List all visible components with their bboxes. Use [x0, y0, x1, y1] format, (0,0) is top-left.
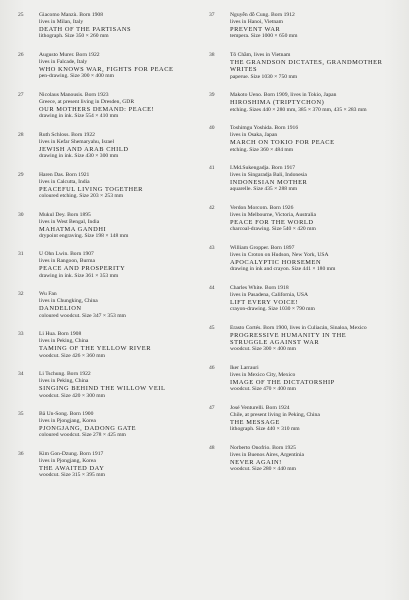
entry-number: 43	[209, 244, 215, 251]
artist-line: I.Md.Sukengadja. Born 1917	[230, 165, 296, 172]
work-title: INDONESIAN MOTHER	[230, 179, 308, 187]
catalogue-entry	[18, 92, 194, 120]
entry-number: 38	[209, 51, 215, 58]
entry-number: 45	[209, 324, 215, 331]
entry-number: 44	[209, 284, 215, 291]
catalogue-entry	[18, 132, 194, 160]
work-title: PEACE AND PROSPERITY	[39, 265, 126, 273]
artist-line: Charles White. Born 1918	[230, 284, 289, 291]
work-details: drawing in ink. Size 361 × 353 mm	[39, 272, 119, 279]
work-details: woodcut. Size 420 × 300 mm	[39, 392, 105, 399]
catalogue-entry	[209, 405, 385, 433]
catalogue-entry	[209, 125, 385, 153]
artist-line: Haren Das. Born 1921	[39, 171, 90, 178]
artist-line: Li Tschung. Born 1922	[39, 371, 91, 378]
work-title: MAHATMA GANDHI	[39, 225, 107, 233]
work-title: SINGING BEHIND THE WILLOW VEIL	[39, 385, 166, 393]
artist-line: Giacomo Manzù. Born 1908	[39, 12, 104, 18]
work-title: DANDELION	[39, 305, 82, 313]
artist-line: Ruth Schloss. Born 1922	[39, 131, 95, 138]
artist-line: Iker Larrauri	[230, 364, 259, 371]
work-details: lithograph. Size 440 × 310 mm	[230, 426, 300, 433]
catalogue-entry	[209, 92, 385, 113]
catalogue-entry	[18, 172, 194, 200]
work-details: woodcut. Size 426 × 360 mm	[39, 352, 105, 359]
residence-line: lives in Pjongjang, Korea	[39, 418, 96, 425]
residence-line: lives in Peking, China	[39, 338, 89, 345]
residence-line: lives in Hanoi, Vietnam	[230, 19, 284, 25]
work-details: woodcut. Size 470 × 400 mm	[230, 386, 296, 393]
entry-number: 28	[18, 131, 24, 138]
work-title: PJONGJANG, DADONG GATE	[39, 425, 137, 433]
work-details: aquarelle. Size 435 × 288 mm	[230, 186, 298, 193]
entry-number: 26	[18, 51, 24, 58]
entry-number: 46	[209, 364, 215, 371]
work-details: woodcut. Size 315 × 395 mm	[39, 472, 105, 479]
residence-line: lives in Croton on Hudson, New York, USA	[230, 251, 329, 258]
entry-number: 47	[209, 404, 215, 411]
work-title: PREVENT WAR	[230, 26, 281, 33]
work-title: WHO KNOWS WAR, FIGHTS FOR PEACE	[39, 65, 174, 73]
entry-number: 48	[209, 444, 215, 451]
left-column	[18, 12, 194, 491]
work-details: charcoal-drawing. Size 540 × 420 mm	[230, 226, 316, 233]
entry-number: 25	[18, 12, 24, 18]
catalogue-entry	[18, 451, 194, 479]
catalogue-entry	[209, 365, 385, 393]
residence-line: lives in Peking, China	[39, 378, 89, 385]
residence-line: lives in West Bengal, India	[39, 218, 100, 225]
entry-number: 42	[209, 204, 215, 211]
work-title: LIFT EVERY VOICE!	[230, 298, 299, 306]
work-title: HIROSHIMA (TRIPTYCHON)	[230, 99, 325, 107]
residence-line: lives in Mexico City, Mexico	[230, 371, 296, 378]
work-details: coloured etching. Size 203 × 253 mm	[39, 193, 124, 200]
artist-line: Bä Un-Song. Born 1900	[39, 411, 94, 418]
catalogue-entry	[209, 325, 385, 354]
residence-line: lives in Singaradja Bali, Indonesia	[230, 172, 307, 179]
work-details: woodcut. Size 280 × 440 mm	[230, 466, 296, 473]
entry-number: 33	[18, 331, 24, 338]
work-details: pen-drawing. Size 300 × 400 mm	[39, 73, 114, 80]
work-details: drawing in ink. Size 430 × 300 mm	[39, 153, 119, 160]
catalogue-entry	[209, 165, 385, 193]
catalogue-entry	[209, 285, 385, 313]
entry-number: 37	[209, 12, 215, 18]
catalogue-entry	[209, 245, 385, 273]
catalogue-entry	[209, 205, 385, 233]
entry-number: 36	[18, 450, 24, 457]
residence-line: lives in Falcade, Italy	[39, 58, 88, 65]
residence-line: lives in Pasadena, California, USA	[230, 291, 308, 298]
residence-line: lives in Calcutta, India	[39, 178, 90, 185]
catalogue-entry	[18, 331, 194, 359]
entry-number: 30	[18, 211, 24, 218]
work-details: drawing in ink. Size 554 × 410 mm	[39, 113, 119, 120]
entry-number: 27	[18, 91, 24, 98]
artist-line: José Venturelli. Born 1924	[230, 404, 290, 411]
catalogue-entry	[18, 251, 194, 279]
artist-line: Nguyễn đỗ Cung. Born 1912	[230, 12, 295, 18]
residence-line: Chile, at present living in Peking, China	[230, 411, 320, 418]
artist-line: Tô Chầm, lives in Vietnam	[230, 51, 291, 58]
work-details: etching. Size 360 × 484 mm	[230, 146, 294, 153]
artist-line: Augusto Murer. Born 1922	[39, 51, 100, 58]
residence-line: lives in Kefar Shemaryahu, Israel	[39, 138, 115, 145]
catalogue-entry	[209, 52, 385, 81]
work-details: tempera. Size 1000 × 650 mm	[230, 33, 298, 40]
artist-line: Nicolaus Manousis. Born 1923	[39, 91, 109, 98]
right-column	[209, 12, 385, 485]
residence-line: Greece, at present living in Dresden, GDR	[39, 98, 135, 105]
artist-line: Norberto Onofrio. Born 1925	[230, 444, 296, 451]
catalogue-entry	[209, 445, 385, 473]
work-title: OUR MOTHERS DEMAND: PEACE!	[39, 105, 155, 113]
work-details: paperue. Size 1030 × 750 mm	[230, 73, 298, 80]
entry-number: 35	[18, 411, 24, 418]
work-details: woodcut. Size 300 × 400 mm	[230, 346, 296, 353]
entry-number: 40	[209, 125, 215, 132]
artist-line: Wu Fan	[39, 291, 57, 298]
residence-line: lives in Rangoon, Burma	[39, 258, 95, 265]
catalogue-entry	[18, 12, 194, 40]
artist-line: Verdon Morcom. Born 1926	[230, 204, 294, 211]
artist-line: Erasto Cortés. Born 1900, lives in Culiacán, Sinaloa, Mexico	[230, 324, 367, 331]
catalogue-entry	[18, 411, 194, 439]
work-title: PEACE FOR THE WORLD	[230, 218, 314, 226]
catalogue-entry	[18, 371, 194, 399]
work-title: IMAGE OF THE DICTATORSHIP	[230, 378, 335, 386]
entry-number: 41	[209, 165, 215, 172]
residence-line: lives in Pjongjang, Korea	[39, 457, 96, 464]
catalogue-entry	[18, 52, 194, 80]
work-title: THE MESSAGE	[230, 418, 280, 426]
work-title: DEATH OF THE PARTISANS	[39, 26, 132, 33]
residence-line: lives in Milan, Italy	[39, 19, 84, 25]
entry-number: 31	[18, 251, 24, 258]
entry-number: 32	[18, 291, 24, 298]
catalogue-entry	[18, 212, 194, 240]
artist-line: William Gropper. Born 1897	[230, 244, 295, 251]
residence-line: lives in Chungking, China	[39, 298, 98, 305]
artist-line: Li Hua. Born 1908	[39, 331, 82, 338]
work-details: lithograph. Size 350 × 260 mm	[39, 33, 109, 40]
work-title: APOCALYPTIC HORSEMEN	[230, 258, 322, 266]
work-details: etching. Sizes 440 × 280 mm, 385 × 370 mm, 435 × 283 mm	[230, 106, 367, 113]
work-title: NEVER AGAIN!	[230, 458, 282, 466]
residence-line: lives in Buenos Aires, Argentinia	[230, 451, 305, 458]
work-title: PEACEFUL LIVING TOGETHER	[39, 185, 143, 193]
work-title: JEWISH AND ARAB CHILD	[39, 145, 129, 153]
artist-line: Makoto Ueno. Born 1909, lives in Tokio, Japan	[230, 92, 337, 99]
work-details: drypoint engraving. Size 198 × 148 mm	[39, 232, 129, 239]
work-details: drawing in ink and crayon. Size 441 × 180 mm	[230, 266, 336, 273]
entry-number: 34	[18, 371, 24, 378]
work-title: THE GRANDSON DICTATES, GRANDMOTHER WRITES	[230, 58, 383, 74]
work-details: coloured woodcut. Size 347 × 353 mm	[39, 312, 126, 319]
work-details: crayon-drawing. Size 1030 × 790 mm	[230, 306, 315, 313]
work-title: TAMING OF THE YELLOW RIVER	[39, 345, 152, 353]
residence-line: lives in Osaka, Japan	[230, 132, 278, 139]
artist-line: Kim Gon-Dzung. Born 1917	[39, 450, 104, 457]
work-details: coloured woodcut. Size 278 × 425 mm	[39, 432, 126, 439]
catalogue-entry	[209, 12, 385, 40]
residence-line: lives in Melbourne, Victoria, Australia	[230, 211, 316, 218]
artist-line: Mukul Dey. Born 1895	[39, 211, 91, 218]
artist-line: U Ohn Lwin. Born 1907	[39, 251, 94, 258]
work-title: PROGRESSIVE HUMANITY IN THE STRUGGLE AGAINST WAR	[230, 331, 347, 347]
entry-number: 39	[209, 92, 215, 99]
entry-number: 29	[18, 171, 24, 178]
work-title: MARCH ON TOKIO FOR PEACE	[230, 139, 335, 147]
catalogue-entry	[18, 291, 194, 319]
artist-line: Toshimgu Yoshida. Born 1916	[230, 125, 299, 132]
work-title: THE AWAITED DAY	[39, 464, 105, 472]
